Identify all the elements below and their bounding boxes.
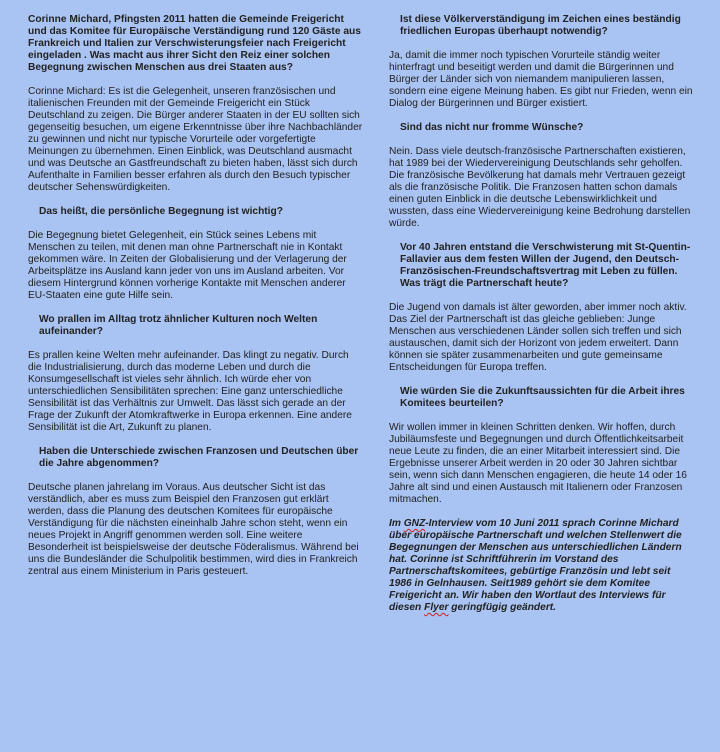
interview-intro-note (389, 518, 695, 614)
intro-text: geringfügig geändert. (448, 602, 557, 613)
right-column (389, 14, 695, 614)
intro-text: Flyer (424, 602, 449, 613)
answer-paragraph: Corinne Michard: Es ist die Gelegenheit, unseren französischen und italienischen Freunden mit der Gemeinde Freigericht ein Stück Deutschland zu zeigen. Die Bürger anderer Staaten in der EU sollten sich gegenseitig besuchen, um eigene Erkenntnisse über ihre Nachbachländer zu gewinnen und nicht nur typische Vorurteile oder vorgefertigte Meinungen zu übernehmen. Einen Einblick, was Deutschland ausmacht und was Deutsche an Gastfreundschaft zu bieten haben, lässt sich durch Aufenthalte in Familien besser erfahren als durch den Besuch typischer deutscher Sehenswürdigkeiten. (28, 86, 363, 193)
question-paragraph: Corinne Michard, Pfingsten 2011 hatten die Gemeinde Freigericht und das Komitee für Europäische Verständigung rund 120 Gäste aus Frankreich und Italien zur Verschwisterungsfeier nach Freigericht eingeladen . Was macht aus ihrer Sicht den Reiz einer solchen Begegnung zwischen Menschen aus drei Staaten aus? (28, 14, 361, 73)
answer-paragraph: Wir wollen immer in kleinen Schritten denken. Wir hoffen, durch Jubiläumsfeste und Begegnungen und durch Öffentlichkeitsarbeit neue Leute zu finden, die an einer Mitarbeit interessiert sind. Die Ergebnisse unserer Arbeit werden in 20 oder 30 Jahren sichtbar sein, wenn sich dann Menschen engagieren, die heute 14 oder 16 Jahre alt sind und einen Austausch mit Italienern oder Franzosen mitmachen. (389, 422, 687, 505)
question-paragraph: Ist diese Völkerverständigung im Zeichen eines beständig friedlichen Europas überhaupt notwendig? (400, 14, 681, 37)
question-paragraph: Sind das nicht nur fromme Wünsche? (400, 122, 584, 133)
answer-paragraph: Die Jugend von damals ist älter geworden, aber immer noch aktiv. Das Ziel der Partnerschaft ist das gleiche geblieben: Junge Menschen aus verschiedenen Länder sollen sich treffen und sich austauschen, damit sich der Horizont von jedem erweitert. Dann können sie später zusammenarbeiten und gute gemeinsame Entscheidungen für Europa treffen. (389, 302, 687, 373)
answer-paragraph: Deutsche planen jahrelang im Voraus. Aus deutscher Sicht ist das verständlich, aber es muss zum Beispiel den Franzosen gut erklärt werden, dass die Planung des deutschen Komitees für europäische Verständigung für die nächsten eineinhalb Jahre schon steht, wenn ein neues Projekt in Angriff genommen werden soll. Eine weitere Besonderheit ist beispielsweise der deutsche Föderalismus. Während bei uns die Bundesländer die Schulpolitik bestimmen, wird dies in Frankreich zentral aus einem Ministerium in Paris gesteuert. (28, 482, 359, 577)
answer-paragraph: Ja, damit die immer noch typischen Vorurteile ständig weiter hinterfragt und beseitigt werden und damit die Bürgerinnen und Bürger der Länder sich von niemandem manipulieren lassen, sondern eine eigene Meinung haben. Es gibt nur Frieden, wenn ein Dialog der Bürgerinnen und Bürger existiert. (389, 50, 693, 109)
question-paragraph: Haben die Unterschiede zwischen Franzosen und Deutschen über die Jahre abgenommen? (39, 446, 359, 469)
answer-paragraph: Die Begegnung bietet Gelegenheit, ein Stück seines Lebens mit Menschen zu teilen, mit denen man ohne Partnerschaft nie in Kontakt gekommen wäre. In Zeiten der Globalisierung und der Verlagerung der Arbeitsplätze ins Ausland kann jeder von uns im Ausland arbeiten. Vor diesem Hintergrund können vorherige Kontakte mit Menschen anderer EU-Staaten eine gute Hilfe sein. (28, 230, 347, 301)
question-paragraph: Wie würden Sie die Zukunftsaussichten für die Arbeit ihres Komitees beurteilen? (400, 386, 685, 409)
left-column (28, 14, 364, 590)
intro-text: -Interview vom 10 Juni 2011 sprach Corinne Michard über europäische Partnerschaft und welchen Stellenwert die Begegnungen der Menschen aus unterschiedlichen Ländern hat. Corinne ist Schriftführerin im Vorstand des Partnerschaftskomitees, gebürtige Französin und lebt seit 1986 in Gelnhausen. Seit1989 gehört sie dem Komitee Freigericht an. Wir haben den Wortlaut des Interviews für diesen (389, 518, 682, 613)
intro-text: Im (389, 518, 404, 529)
answer-paragraph: Nein. Dass viele deutsch-französische Partnerschaften existieren, hat 1989 bei der Wiedervereinigung Deutschlands sehr geholfen. Die französische Bevölkerung hat damals mehr Vertrauen gezeigt als die französische Politik. Die Franzosen hatten schon damals einen guten Einblick in die deutsche Lebenswirklichkeit und wussten, dass eine Wiedervereinigung keine Bedrohung darstellen würde. (389, 146, 691, 229)
question-paragraph: Das heißt, die persönliche Begegnung ist wichtig? (39, 206, 283, 217)
answer-paragraph: Es prallen keine Welten mehr aufeinander. Das klingt zu negativ. Durch die Industrialisierung, durch das moderne Leben und durch die Konsumgesellschaft ist vieles sehr ähnlich. Ich würde eher von unterschiedlichen Sensibilitäten sprechen: Eine ganz unterschiedliche Sensibilität ist das Verhältnis zur Umwelt. Das lässt sich gerade an der Frage der Zukunft der Atomkraftwerke in Europa erkennen. Eine andere Sensibilität ist die Art, Zukunft zu planen. (28, 350, 352, 433)
question-paragraph: Vor 40 Jahren entstand die Verschwisterung mit St-Quentin-Fallavier aus dem festen Willen der Jugend, den Deutsch-Französischen-Freundschaftsvertrag mit Leben zu füllen. Was trägt die Partnerschaft heute? (400, 242, 691, 289)
intro-text: GNZ (403, 518, 426, 529)
question-paragraph: Wo prallen im Alltag trotz ähnlicher Kulturen noch Welten aufeinander? (39, 314, 318, 337)
